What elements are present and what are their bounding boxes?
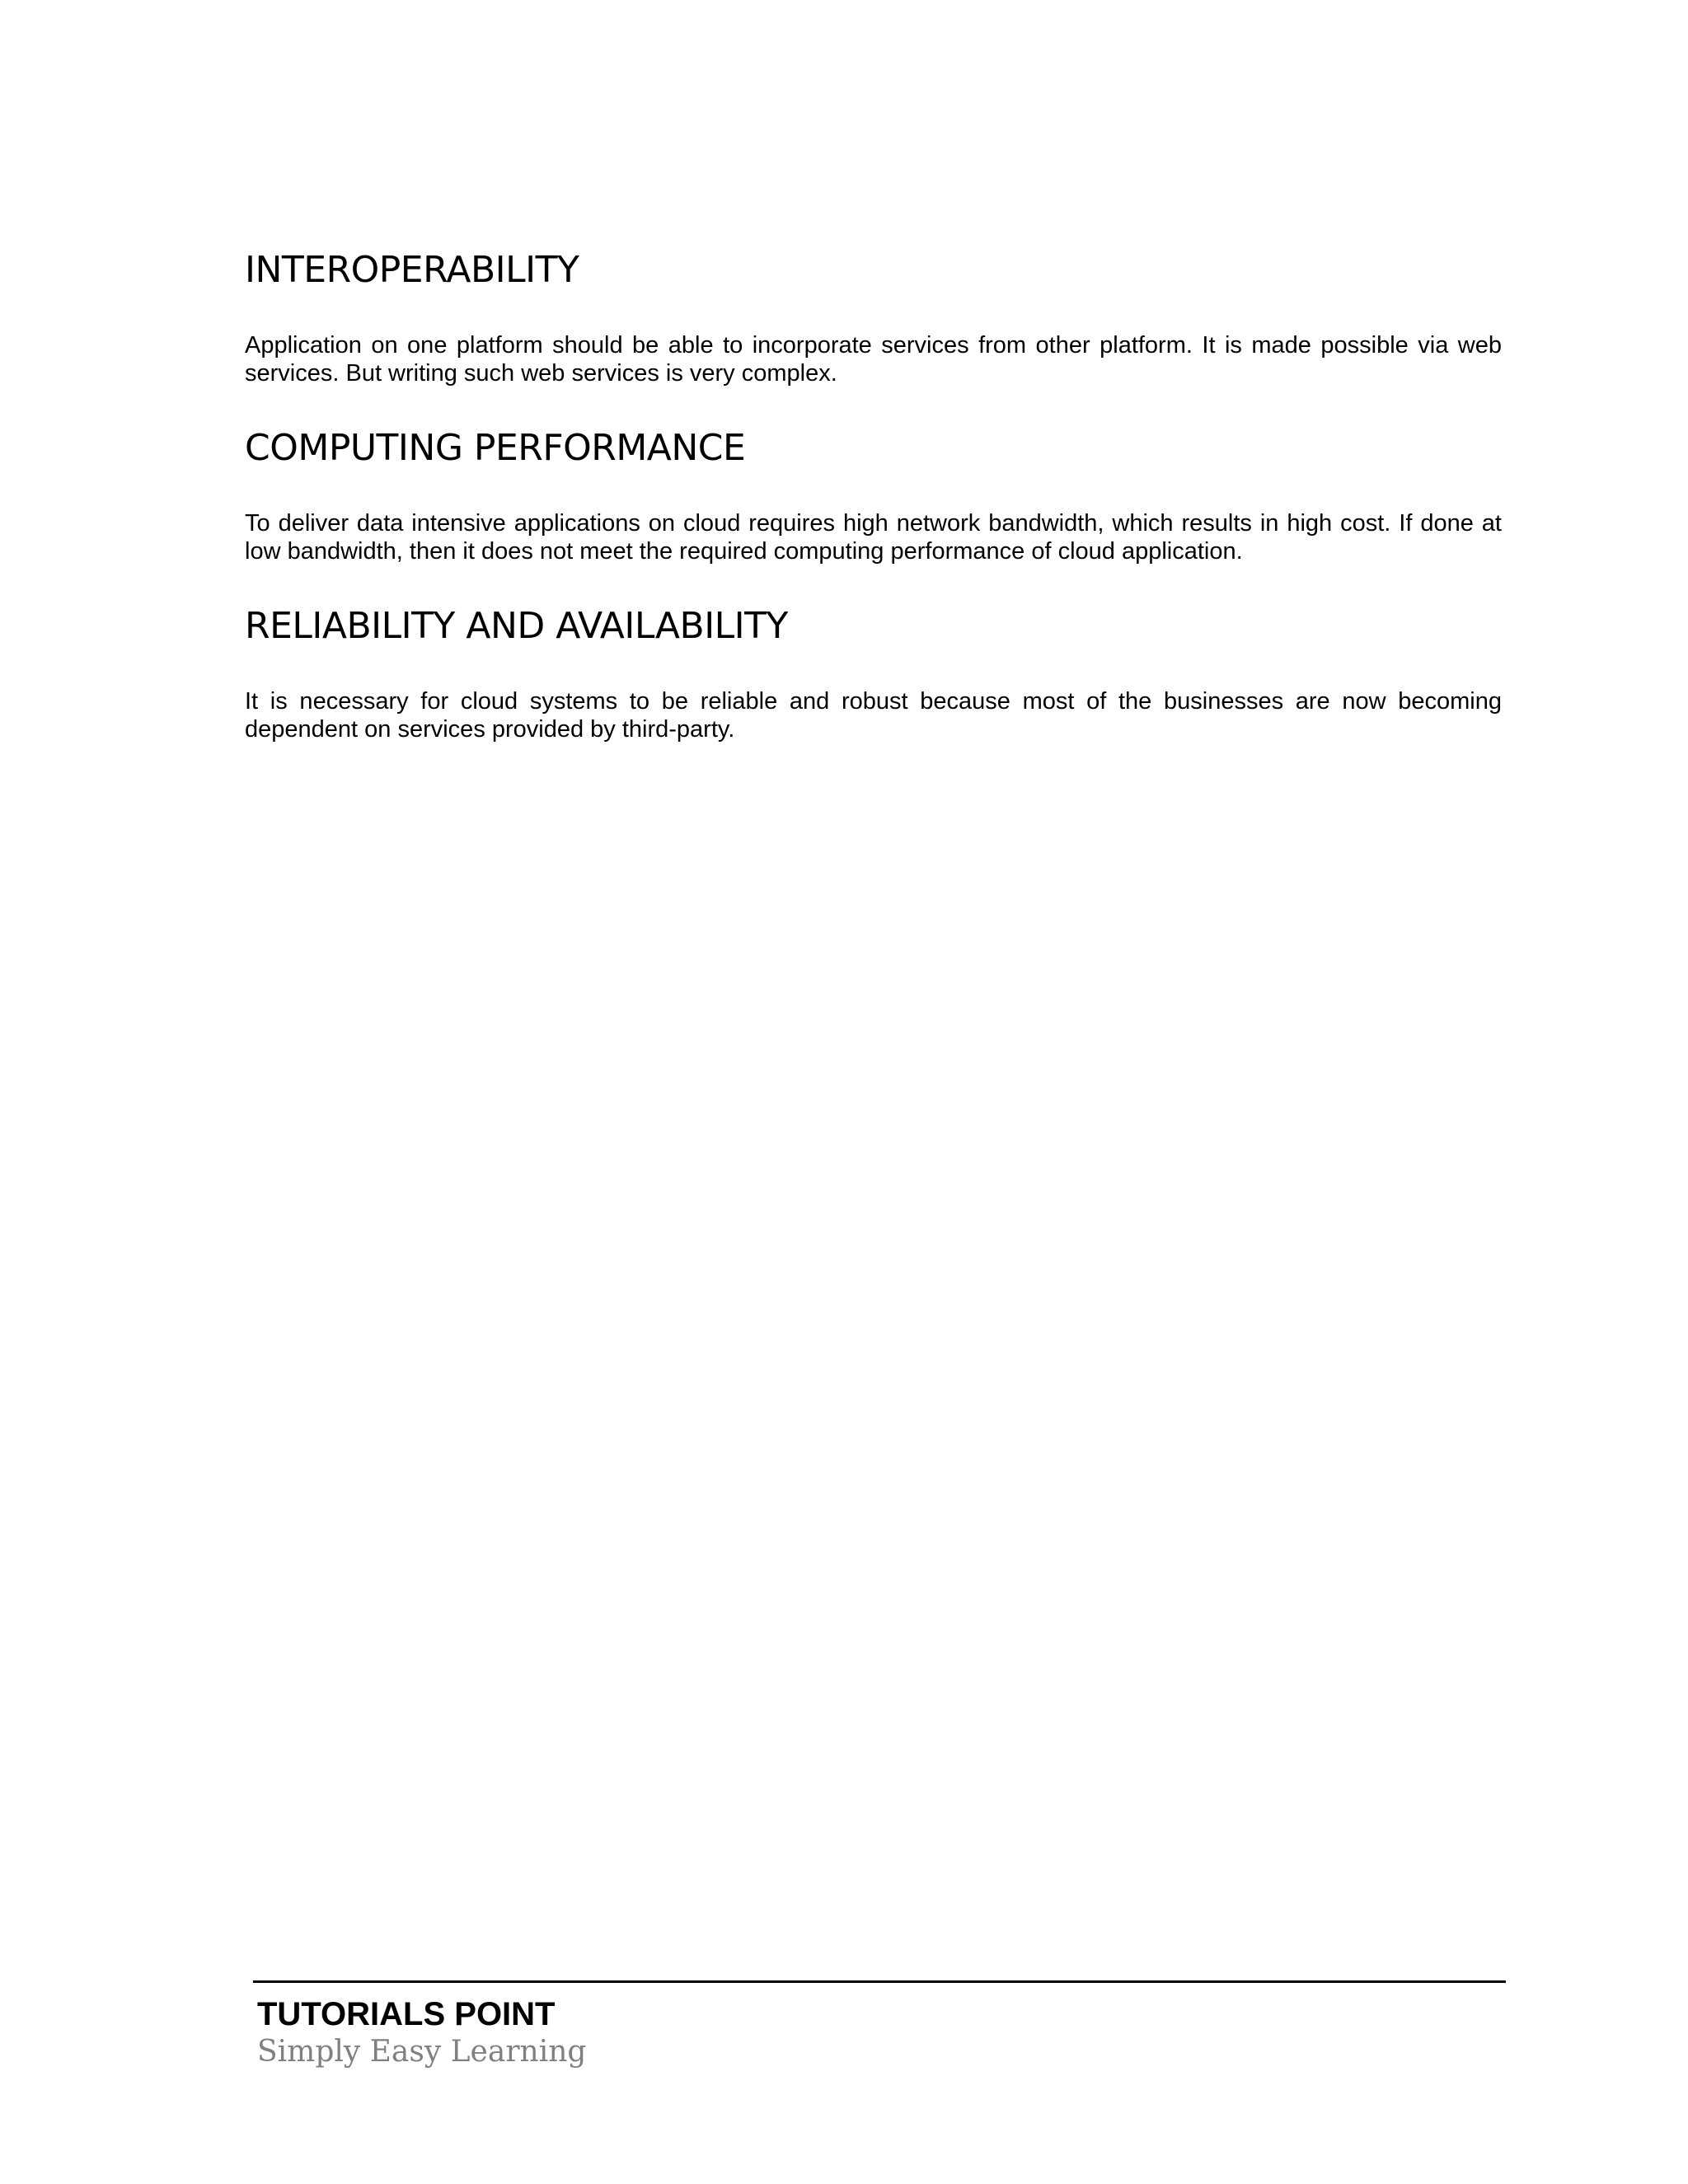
section-heading: COMPUTING PERFORMANCE [245, 427, 746, 469]
footer-tagline: Simply Easy Learning [257, 2035, 587, 2069]
section-interoperability [245, 247, 1502, 387]
page-content [245, 247, 1502, 781]
footer-brand: TUTORIALS POINT [257, 1996, 556, 2032]
section-reliability-availability [245, 603, 1502, 743]
section-heading: RELIABILITY AND AVAILABILITY [245, 605, 788, 647]
page-footer [253, 1980, 1506, 2072]
section-body: Application on one platform should be able to incorporate services from other platform. It is made possible via web services. But writing such web services is very complex. [245, 332, 1502, 387]
section-heading: INTEROPERABILITY [245, 249, 579, 291]
section-computing-performance [245, 425, 1502, 565]
section-body: To deliver data intensive applications on cloud requires high network bandwidth, which results in high cost. If done at low bandwidth, then it does not meet the required computing performance of cloud application. [245, 510, 1502, 565]
section-body: It is necessary for cloud systems to be reliable and robust because most of the businesses are now becoming dependent on services provided by third-party. [245, 688, 1502, 743]
footer-divider [253, 1980, 1506, 1983]
